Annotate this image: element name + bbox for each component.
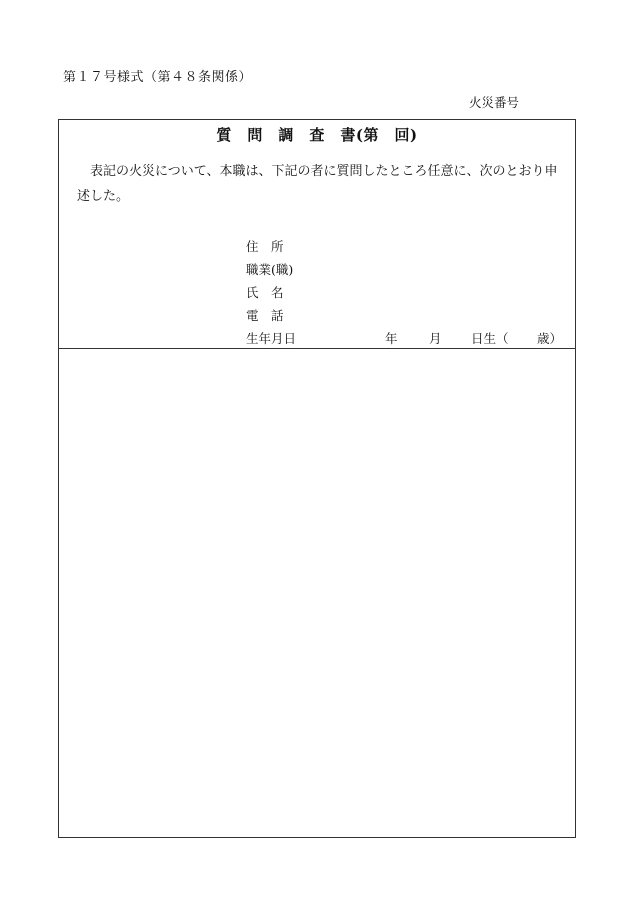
birth-month-label: 月 bbox=[429, 331, 442, 346]
birthdate-label: 生年月日 bbox=[246, 331, 297, 346]
phone-label: 電 話 bbox=[246, 308, 284, 323]
occupation-label: 職業(職) bbox=[246, 262, 294, 277]
statement-text: 表記の火災について、本職は、下記の者に質問したところ任意に、次のとおり申述した。 bbox=[77, 164, 558, 204]
birth-year-label: 年 bbox=[385, 331, 398, 346]
name-label: 氏 名 bbox=[246, 285, 284, 300]
address-label: 住 所 bbox=[246, 239, 284, 254]
age-label: 歳） bbox=[537, 331, 563, 346]
form-title: 質 問 調 査 書(第 回) bbox=[216, 126, 418, 144]
form-number: 第１７号様式（第４８条関係） bbox=[63, 70, 253, 85]
section-divider bbox=[59, 348, 575, 349]
fire-number-label: 火災番号 bbox=[469, 95, 520, 110]
inquiry-form bbox=[58, 119, 576, 838]
birth-day-label: 日生（ bbox=[471, 331, 509, 346]
